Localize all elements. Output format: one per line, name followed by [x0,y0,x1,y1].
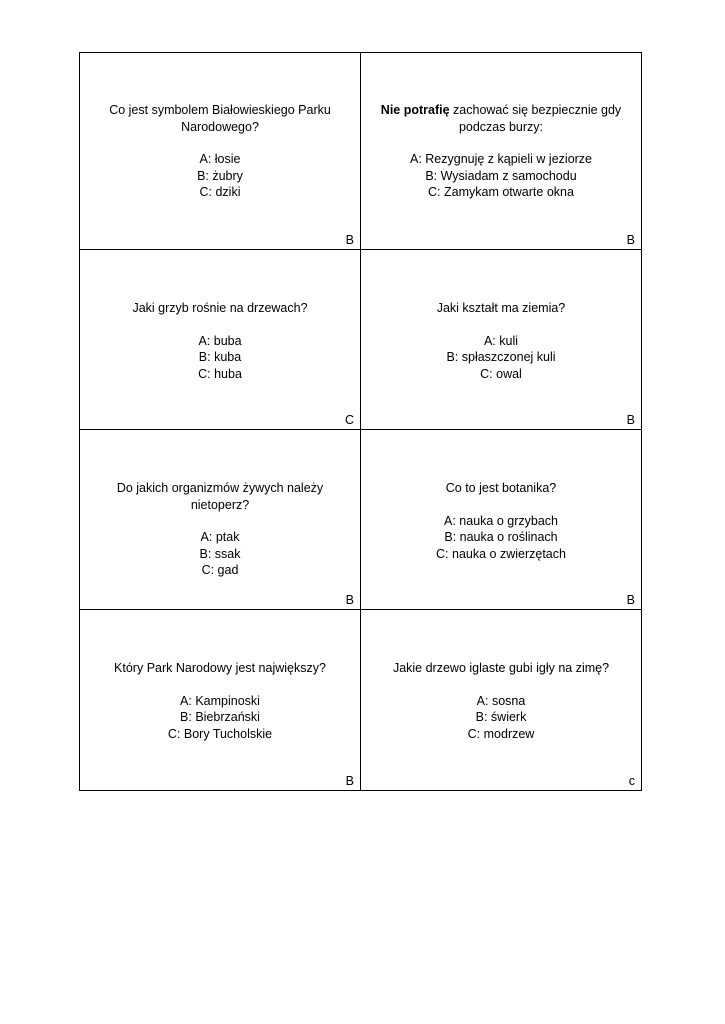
quiz-card-7 [80,610,361,791]
question-text-line: Który Park Narodowy jest największy? [114,661,326,675]
quiz-card-8 [361,610,642,791]
question-text-line: Jakie drzewo iglaste gubi igły na zimę? [392,661,610,675]
question-text-line: Jaki grzyb rośnie na drzewach? [132,301,308,315]
answer-a: A: buba [198,333,242,348]
answer-key-letter: B [626,233,635,247]
answer-a: A: Kampinoski [180,693,260,708]
question-text [376,480,626,497]
question-text-line: Co jest symbolem Białowieskiego Parku Narodowego? [109,103,331,134]
question-text [95,102,345,135]
answer-key-letter: B [345,774,354,788]
answer-b: B: żubry [197,168,243,183]
card-content [86,480,354,579]
quiz-card-4 [361,250,642,430]
answer-c: C: huba [198,366,242,381]
answer-b: B: spłaszczonej kuli [446,350,556,364]
answer-key-letter: C [344,413,354,427]
card-content [367,480,635,562]
quiz-card-6 [361,430,642,610]
question-text-line: Co to jest botanika? [445,481,557,495]
card-content [86,300,354,382]
question-text [376,660,626,677]
question-text-line: Jaki kształt ma ziemia? [436,301,566,315]
answer-b: B: świerk [475,710,527,724]
quiz-card-grid [79,52,642,791]
card-content [86,102,354,201]
question-text [95,660,345,677]
answer-a: A: kuli [483,333,519,348]
answer-c: C: Bory Tucholskie [167,726,273,741]
answer-c: C: Zamykam otwarte okna [428,185,574,199]
quiz-card-5 [80,430,361,610]
answer-key-letter: c [628,774,635,788]
answer-c: C: nauka o zwierzętach [436,546,566,561]
quiz-card-3 [80,250,361,430]
question-emphasis: Nie potrafię [380,103,450,117]
card-content [367,102,635,201]
answer-a: A: sosna [476,693,526,708]
question-text-line: Do jakich organizmów żywych należy nietoperz? [116,481,324,512]
question-text [376,102,626,135]
answer-c: C: dziki [199,185,241,199]
answer-b: B: kuba [198,350,242,364]
answer-b: B: Biebrzański [180,710,260,724]
answer-a: A: łosie [199,152,241,166]
card-content [367,660,635,742]
answer-c: C: modrzew [467,726,535,741]
answer-b: B: nauka o roślinach [444,530,558,544]
question-text-line: zachować się bezpiecznie gdy podczas burzy: [449,103,622,134]
answer-c: C: owal [480,366,522,381]
question-text [95,300,345,317]
card-content [86,660,354,742]
answer-a: A: Rezygnuję z kąpieli w jeziorze [409,152,593,166]
answer-c: C: gad [201,563,239,577]
card-content [367,300,635,382]
answer-a: A: ptak [200,530,240,544]
question-text [86,480,354,513]
quiz-card-1 [80,53,361,250]
answer-b: B: ssak [199,546,241,561]
answer-key-letter: B [345,233,354,247]
quiz-card-2 [361,53,642,250]
answer-key-letter: B [626,413,635,427]
answer-b: B: Wysiadam z samochodu [425,168,577,183]
answer-key-letter: B [626,593,635,607]
answer-a: A: nauka o grzybach [444,513,558,528]
answer-key-letter: B [345,593,354,607]
question-text [376,300,626,317]
